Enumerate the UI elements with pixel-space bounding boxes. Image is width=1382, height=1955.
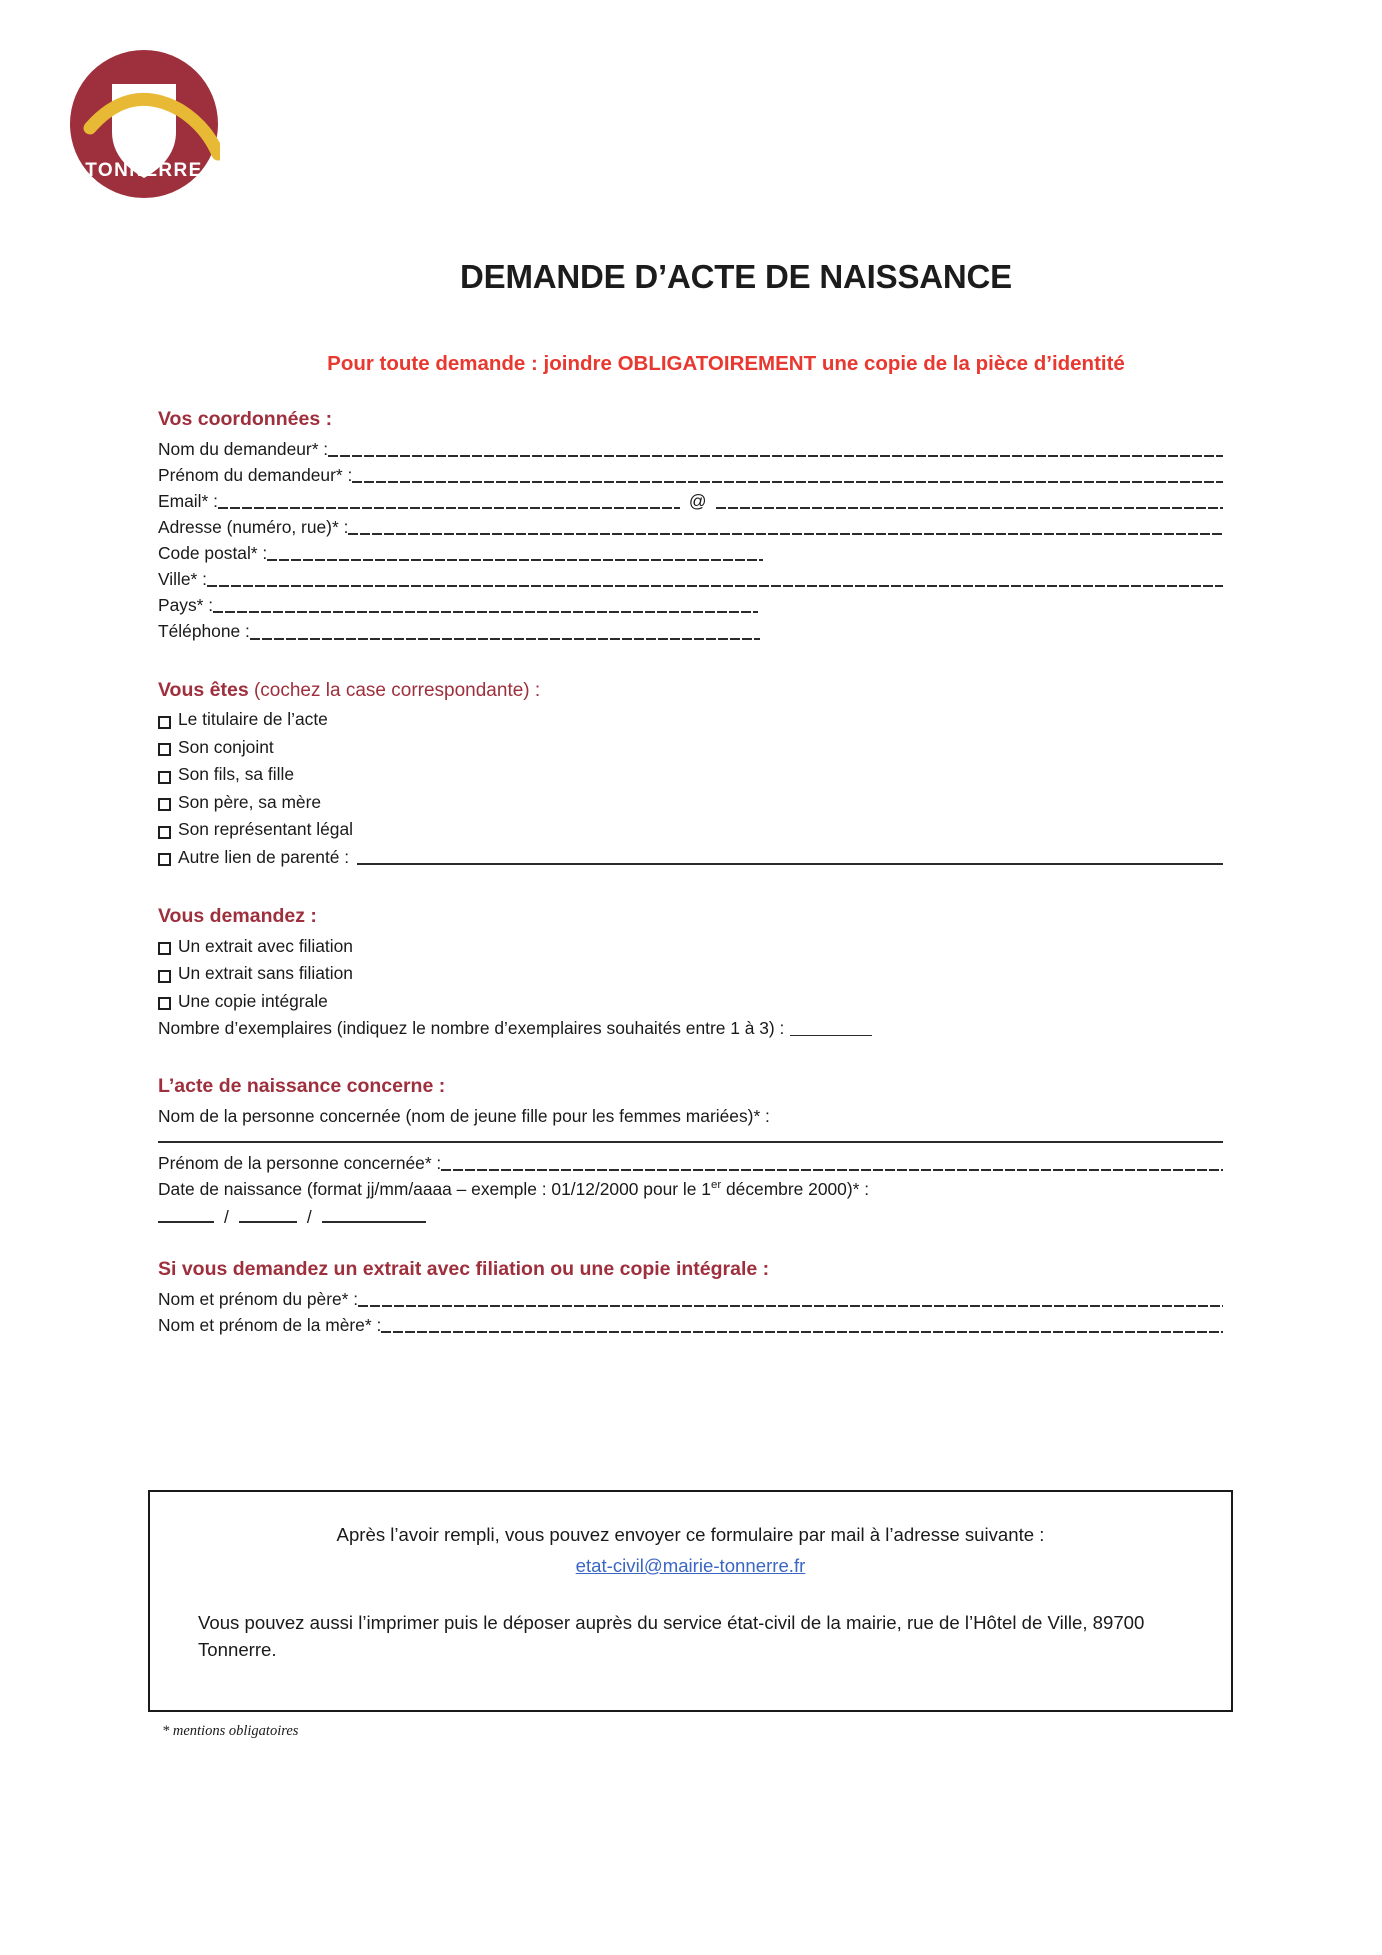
tonnerre-logo bbox=[68, 48, 220, 200]
checkbox-label: Son fils, sa fille bbox=[178, 764, 294, 785]
field-input-line[interactable] bbox=[348, 520, 1223, 539]
field-nombre-exemplaires bbox=[158, 1017, 1223, 1040]
checkbox-icon[interactable] bbox=[158, 716, 171, 729]
checkbox-option-fils-fille[interactable] bbox=[158, 763, 1223, 786]
instruction-print-text: Vous pouvez aussi l’imprimer puis le déposer auprès du service état-civil de la mairie, rue de l’Hôtel de Ville, 89700 Tonnerre. bbox=[198, 1611, 1145, 1660]
field-code-postal bbox=[158, 542, 1223, 565]
field-prenom-personne-concernee bbox=[158, 1152, 1223, 1175]
spacer bbox=[158, 1043, 1223, 1077]
checkbox-icon[interactable] bbox=[158, 942, 171, 955]
instructions-inner bbox=[150, 1492, 1231, 1664]
field-input-line[interactable] bbox=[250, 625, 760, 644]
email-link[interactable]: etat-civil@mairie-tonnerre.fr bbox=[575, 1554, 806, 1576]
spacer bbox=[158, 1226, 1223, 1260]
field-adresse bbox=[158, 516, 1223, 539]
logo-wordmark: TONNERRE bbox=[85, 160, 203, 181]
checkbox-option-extrait-avec-filiation[interactable] bbox=[158, 935, 1223, 958]
field-input-line[interactable] bbox=[213, 598, 758, 617]
checkbox-icon[interactable] bbox=[158, 826, 171, 839]
heading-regular-part: (cochez la case correspondante) : bbox=[248, 679, 541, 701]
section-heading-coordonnees: Vos coordonnées : bbox=[158, 408, 333, 430]
checkbox-icon[interactable] bbox=[158, 798, 171, 811]
field-input-line[interactable] bbox=[790, 1021, 872, 1040]
email-domain-input-line[interactable] bbox=[716, 494, 1223, 513]
field-nom-prenom-pere bbox=[158, 1288, 1223, 1311]
field-nom-demandeur bbox=[158, 438, 1223, 461]
field-input-line[interactable] bbox=[267, 546, 763, 565]
field-input-line[interactable] bbox=[358, 1292, 1223, 1311]
checkbox-option-titulaire[interactable] bbox=[158, 708, 1223, 731]
field-label: Ville* : bbox=[158, 569, 207, 590]
checkbox-icon[interactable] bbox=[158, 853, 171, 866]
field-label: Nom et prénom de la mère* : bbox=[158, 1314, 382, 1335]
field-input-line[interactable] bbox=[441, 1156, 1223, 1175]
field-input-line[interactable] bbox=[381, 1318, 1223, 1337]
date-label-part2: décembre 2000)* : bbox=[721, 1178, 870, 1199]
date-label-part1: Date de naissance (format jj/mm/aaaa – exemple : 01/12/2000 pour le 1 bbox=[158, 1178, 711, 1199]
field-email bbox=[158, 490, 1223, 513]
instruction-mail-text: Après l’avoir rempli, vous pouvez envoyer ce formulaire par mail à l’adresse suivante : bbox=[336, 1524, 1045, 1545]
checkbox-icon[interactable] bbox=[158, 771, 171, 784]
checkbox-icon[interactable] bbox=[158, 743, 171, 756]
email-local-input-line[interactable] bbox=[218, 494, 680, 513]
autre-lien-input-line[interactable] bbox=[357, 850, 1223, 869]
date-separator: / bbox=[306, 1206, 312, 1227]
field-label: Prénom de la personne concernée* : bbox=[158, 1152, 442, 1173]
checkbox-icon[interactable] bbox=[158, 970, 171, 983]
field-label: Code postal* : bbox=[158, 543, 268, 564]
checkbox-label: Son représentant légal bbox=[178, 819, 353, 840]
checkbox-label: Le titulaire de l’acte bbox=[178, 709, 328, 730]
field-label: Nom et prénom du père* : bbox=[158, 1288, 359, 1309]
field-input-line[interactable] bbox=[328, 442, 1223, 461]
heading-bold-part: Vous êtes bbox=[158, 678, 249, 701]
field-ville bbox=[158, 568, 1223, 591]
field-label: Adresse (numéro, rue)* : bbox=[158, 516, 349, 537]
field-label: Téléphone : bbox=[158, 621, 250, 642]
checkbox-option-conjoint[interactable] bbox=[158, 736, 1223, 759]
page-title: DEMANDE D’ACTE DE NAISSANCE bbox=[460, 258, 1012, 295]
date-month-input[interactable] bbox=[239, 1207, 297, 1226]
date-day-input[interactable] bbox=[158, 1207, 214, 1226]
field-label: Pays* : bbox=[158, 595, 214, 616]
checkbox-label: Un extrait avec filiation bbox=[178, 935, 353, 956]
field-nom-prenom-mere bbox=[158, 1314, 1223, 1337]
date-label-superscript: er bbox=[710, 1179, 722, 1192]
date-naissance-inputs bbox=[158, 1207, 1223, 1226]
logo-graphic bbox=[68, 48, 220, 200]
label-nom-personne-concernee bbox=[158, 1105, 1223, 1128]
checkbox-option-copie-integrale[interactable] bbox=[158, 990, 1223, 1013]
spacer bbox=[158, 647, 1223, 681]
section-heading-filiation: Si vous demandez un extrait avec filiation ou une copie intégrale : bbox=[158, 1258, 770, 1281]
nom-personne-input-line[interactable] bbox=[158, 1131, 1223, 1147]
field-prenom-demandeur bbox=[158, 464, 1223, 487]
mandatory-fields-footnote: * mentions obligatoires bbox=[162, 1723, 299, 1739]
form-content bbox=[158, 410, 1223, 1340]
checkbox-option-pere-mere[interactable] bbox=[158, 791, 1223, 814]
checkbox-icon[interactable] bbox=[158, 997, 171, 1010]
field-label: Nom du demandeur* : bbox=[158, 438, 329, 459]
checkbox-label: Un extrait sans filiation bbox=[178, 963, 353, 984]
checkbox-option-autre-lien[interactable] bbox=[158, 846, 1223, 869]
field-label: Prénom du demandeur* : bbox=[158, 464, 353, 485]
instructions-box bbox=[148, 1490, 1233, 1712]
label-date-naissance bbox=[158, 1178, 1223, 1201]
field-label: Nom de la personne concernée (nom de jeune fille pour les femmes mariées)* : bbox=[158, 1105, 770, 1126]
field-pays bbox=[158, 594, 1223, 617]
date-year-input[interactable] bbox=[322, 1207, 426, 1226]
field-input-line[interactable] bbox=[207, 572, 1223, 591]
checkbox-label: Une copie intégrale bbox=[178, 990, 328, 1011]
field-label bbox=[158, 1178, 869, 1201]
checkbox-label: Autre lien de parenté : bbox=[178, 846, 350, 867]
date-separator: / bbox=[224, 1206, 229, 1227]
spacer bbox=[158, 873, 1223, 907]
checkbox-option-representant-legal[interactable] bbox=[158, 818, 1223, 841]
field-label: Email* : bbox=[158, 490, 218, 511]
field-telephone bbox=[158, 620, 1223, 643]
field-input-line[interactable] bbox=[352, 468, 1223, 487]
section-heading-vous-demandez: Vous demandez : bbox=[158, 905, 317, 928]
at-separator: @ bbox=[688, 490, 707, 511]
section-heading-vous-etes bbox=[158, 678, 1223, 701]
checkbox-label: Son père, sa mère bbox=[178, 791, 322, 812]
mandatory-notice: Pour toute demande : joindre OBLIGATOIREMENT une copie de la pièce d’identité bbox=[327, 352, 1125, 375]
checkbox-label: Son conjoint bbox=[178, 736, 274, 757]
checkbox-option-extrait-sans-filiation[interactable] bbox=[158, 962, 1223, 985]
section-heading-acte-concerne: L’acte de naissance concerne : bbox=[158, 1075, 446, 1098]
field-label: Nombre d’exemplaires (indiquez le nombre d’exemplaires souhaités entre 1 à 3) : bbox=[158, 1017, 785, 1038]
